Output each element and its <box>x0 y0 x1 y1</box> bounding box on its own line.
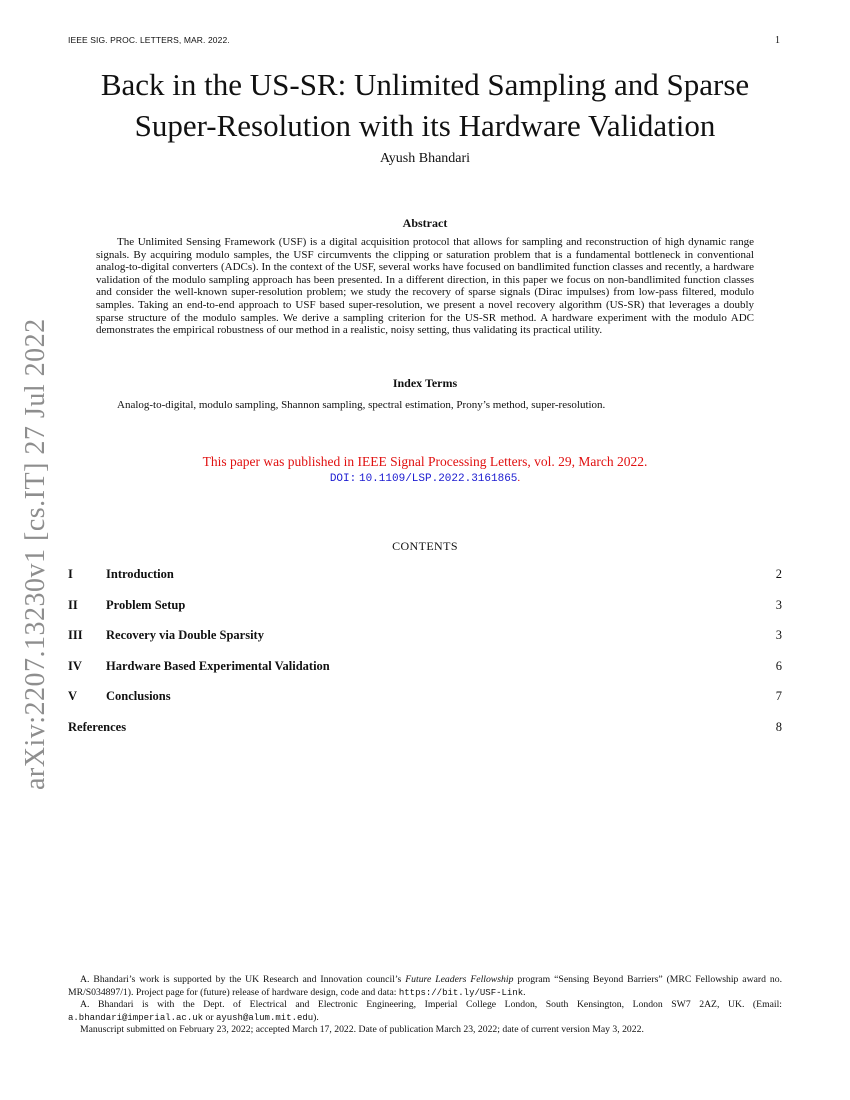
index-terms-heading: Index Terms <box>392 376 458 390</box>
title-line-1: Back in the US-SR: Unlimited Sampling and Sparse <box>100 67 750 102</box>
toc-item[interactable] <box>68 720 782 751</box>
toc-page: 3 <box>775 597 782 612</box>
abstract-heading: Abstract <box>402 216 448 230</box>
fellowship-name: Future Leaders Fellowship <box>405 974 514 985</box>
project-link[interactable]: https://bit.ly/USF-Link <box>398 987 524 998</box>
footnote-text: A. Bhandari is with the Dept. of Electrical and Electronic Engineering, Imperial College London, South Kensington, London SW7 2AZ, UK. (Email: <box>80 999 782 1010</box>
arxiv-identifier-stamp: arXiv:2207.13230v1 [cs.IT] 27 Jul 2022 <box>20 318 51 790</box>
doi-link[interactable]: 10.1109/LSP.2022.3161865 <box>358 473 518 485</box>
toc-title: References <box>68 719 127 734</box>
contents-heading: CONTENTS <box>392 539 458 553</box>
toc-item[interactable] <box>68 659 782 690</box>
footnote-period: . <box>523 986 526 998</box>
index-terms-text: Analog-to-digital, modulo sampling, Shannon sampling, spectral estimation, Prony’s method, super-resolution. <box>117 399 606 411</box>
table-of-contents <box>68 567 782 751</box>
toc-title: Problem Setup <box>106 597 186 612</box>
footnote-period: ). <box>313 1011 319 1023</box>
paper-title <box>0 64 850 146</box>
abstract-text: The Unlimited Sensing Framework (USF) is a digital acquisition protocol that allows for sampling and reconstruction of high dynamic range signals. By acquiring modulo samples, the USF circumvents the clipping or saturation problem that is a fundamental bottleneck in conventional analog-to-digital converters (ADCs). In the context of the USF, several works have focused on bandlimited function classes and recently, a hardware validation of the modulo sampling approach has been presented. In a different direction, in this paper we focus on non-bandlimited function classes and consider the well-known super-resolution problem; we study the recovery of sparse signals (Dirac impulses) from low-pass filtered, modulo samples. Taking an end-to-end approach to USF based super-resolution, we present a novel recovery algorithm (US-SR) that leverages a doubly sparse structure of the modulo samples. We derive a sampling criterion for the US-SR method. A hardware experiment with the modulo ADC demonstrates the empirical robustness of our method in a realistic, noisy setting, thus validating its practical utility. <box>96 236 754 337</box>
toc-title: Introduction <box>106 567 174 581</box>
toc-page: 3 <box>775 628 782 643</box>
doi-label: DOI: <box>329 473 357 485</box>
toc-page: 8 <box>775 719 782 734</box>
toc-title: Hardware Based Experimental Validation <box>106 658 330 673</box>
toc-item[interactable] <box>68 689 782 720</box>
footnote-text: program “Sensing Beyond Barriers” (MRC Fellowship award no. MR/S034897/1). Project page for (future) release of hardware design, code and data: <box>68 974 783 998</box>
toc-item[interactable] <box>68 567 782 598</box>
toc-item[interactable] <box>68 628 782 659</box>
doi-line <box>0 472 850 485</box>
toc-number: V <box>68 689 78 704</box>
toc-number: IV <box>68 658 82 673</box>
toc-page: 7 <box>775 689 782 704</box>
toc-number: I <box>68 567 73 581</box>
footnote-text: or <box>205 1011 214 1023</box>
toc-title: Conclusions <box>106 689 171 704</box>
running-header: IEEE SIG. PROC. LETTERS, MAR. 2022. <box>68 35 230 45</box>
toc-title: Recovery via Double Sparsity <box>106 628 264 643</box>
publication-note: This paper was published in IEEE Signal Processing Letters, vol. 29, March 2022. <box>202 454 648 469</box>
toc-item[interactable] <box>68 598 782 629</box>
footnote-text: A. Bhandari’s work is supported by the UK Research and Innovation council’s <box>80 974 402 985</box>
email-link[interactable]: ayush@alum.mit.edu <box>215 1012 314 1023</box>
toc-number: II <box>68 597 78 612</box>
page-number: 1 <box>775 35 780 46</box>
footnote-affiliation <box>68 999 782 1024</box>
toc-page: 6 <box>775 658 782 673</box>
footnote-manuscript-dates: Manuscript submitted on February 23, 2022; accepted March 17, 2022. Date of publication March 23, 2022; date of current version May 3, 2022. <box>80 1024 644 1035</box>
author-name: Ayush Bhandari <box>379 151 471 166</box>
toc-page: 2 <box>775 567 782 581</box>
footnotes <box>68 974 782 1037</box>
title-line-2: Super-Resolution with its Hardware Validation <box>134 108 716 143</box>
footnote-funding <box>68 974 782 999</box>
email-link[interactable]: a.bhandari@imperial.ac.uk <box>68 1012 204 1023</box>
toc-number: III <box>68 628 83 643</box>
doi-period: . <box>517 472 521 484</box>
